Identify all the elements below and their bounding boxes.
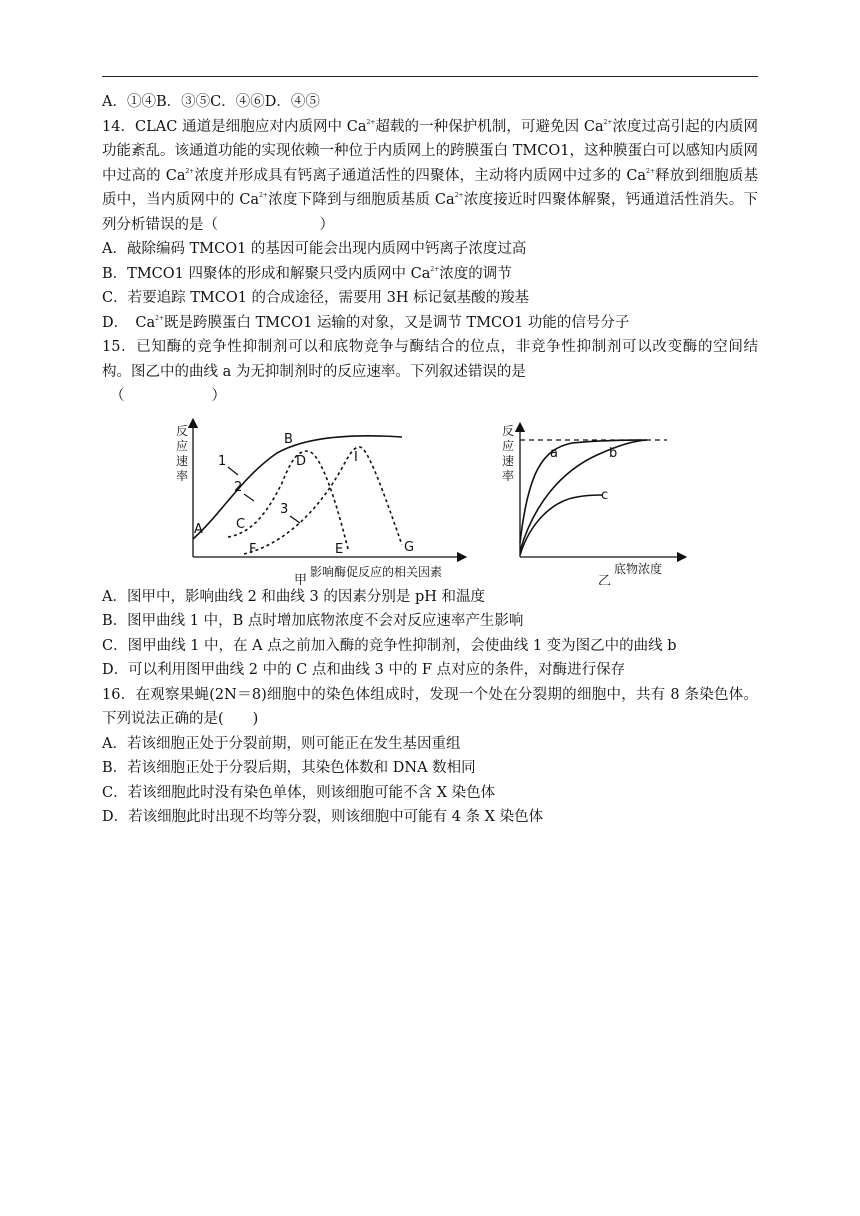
yi-caption: 乙 (598, 573, 612, 585)
superscript-charge: 2+ (185, 167, 195, 175)
yi-curve-c-label: c (601, 487, 609, 503)
superscript-charge: 2+ (454, 192, 464, 199)
figure-yi (502, 424, 682, 585)
yi-ylabel-3: 速 (502, 453, 515, 468)
figure-jia (176, 423, 462, 585)
jia-point-f: F (249, 541, 257, 557)
jia-leader-2 (244, 494, 254, 501)
superscript-charge: 2+ (646, 167, 655, 175)
header-rule (102, 76, 758, 77)
jia-point-a: A (194, 521, 203, 537)
q15-option-c: C．图甲曲线 1 中，在 A 点之前加入酶的竞争性抑制剂，会使曲线 1 变为图乙中的曲线 b (102, 637, 677, 654)
q15-option-b: B．图甲曲线 1 中，B 点时增加底物浓度不会对反应速率产生影响 (102, 613, 524, 629)
q14-option-b: B．TMCO1 四聚体的形成和解聚只受内质网中 $Ca^{2+}$浓度的调节 (102, 265, 512, 282)
q16-option-a: A．若该细胞正处于分裂前期，则可能正在发生基因重组 (102, 735, 461, 752)
superscript-charge: 2+ (430, 265, 440, 273)
jia-curve-3-label: 3 (280, 501, 289, 517)
jia-ylabel-1: 反 (176, 423, 189, 438)
jia-point-g: G (404, 539, 415, 555)
q15-figure (102, 413, 758, 585)
q16-stem: 16．在观察果蝇(2N＝8)细胞中的染色体组成时，发现一个处在分裂期的细胞中，共有 8 条染色体。下列说法正确的是( ) (102, 686, 758, 727)
jia-point-c: C (236, 516, 246, 532)
superscript-charge: 2+ (366, 118, 376, 126)
jia-curve-3 (244, 447, 402, 554)
jia-curve-2-label: 2 (234, 479, 243, 495)
yi-ylabel-2: 应 (502, 438, 515, 453)
jia-point-i: I (354, 449, 358, 465)
yi-curve-a-label: a (550, 445, 558, 461)
jia-curve-2 (228, 451, 348, 549)
superscript-charge: 2+ (155, 314, 164, 322)
jia-point-b: B (284, 431, 293, 447)
jia-point-d: D (296, 453, 307, 469)
jia-curve-1-label: 1 (218, 453, 227, 469)
q15-bracket: （ ） (110, 388, 226, 404)
q14-option-c: C．若要追踪 TMCO1 的合成途径，需要用 3H 标记氨基酸的羧基 (102, 290, 530, 306)
jia-point-e: E (335, 541, 344, 557)
jia-leader-1 (228, 467, 238, 475)
superscript-charge: 2+ (603, 118, 613, 126)
q16-option-b: B．若该细胞正处于分裂后期，其染色体数和 DNA 数相同 (102, 760, 476, 776)
jia-caption: 甲 (294, 572, 308, 585)
q15-figure-svg (102, 413, 758, 585)
q15-stem: 15．已知酶的竞争性抑制剂可以和底物竞争与酶结合的位点，非竞争性抑制剂可以改变酶的空间结构。图乙中的曲线 a 为无抑制剂时的反应速率。下列叙述错误的是 (102, 339, 758, 380)
prev-question-options: A．①④B．③⑤C．④⑥D．④⑤ (102, 94, 320, 110)
q15-option-d: D．可以利用图甲曲线 2 中的 C 点和曲线 3 中的 F 点对应的条件，对酶进行保存 (102, 662, 626, 678)
yi-ylabel-4: 率 (502, 468, 515, 483)
jia-ylabel-2: 应 (176, 438, 189, 453)
q14-option-d: D． $Ca^{2+}$既是跨膜蛋白 TMCO1 运输的对象，又是调节 TMCO1 功能的信号分子 (102, 314, 630, 331)
yi-curve-c (520, 495, 602, 555)
jia-curve-1 (193, 435, 402, 538)
q16-option-c: C．若该细胞此时没有染色单体，则该细胞可能不含 X 染色体 (102, 784, 496, 801)
q14-option-a: A．敲除编码 TMCO1 的基因可能会出现内质网中钙离子浓度过高 (102, 241, 527, 257)
jia-ylabel-4: 率 (176, 468, 189, 483)
jia-xlabel: 影响酶促反应的相关因素 (310, 564, 443, 579)
yi-curve-b-label: b (609, 445, 618, 461)
yi-ylabel-1: 反 (502, 423, 515, 438)
yi-curve-a (520, 440, 647, 543)
q16-option-d: D．若该细胞此时出现不均等分裂，则该细胞中可能有 4 条 X 染色体 (102, 809, 544, 825)
q14-stem: 14．CLAC 通道是细胞应对内质网中 $Ca^{2+}$超载的一种保护机制，可避免因 $Ca^{2+}$浓度过高引起的内质网功能紊乱。该通道功能的实现依赖一种位于内质网上的跨膜蛋白 TMCO1，这种膜蛋白可以感知内质网中过高的 $Ca^{2+}$浓度并形成具有钙离子通道活性的四聚体，主动将内质网中过多的 $Ca^{2+}$释放到细胞质基质中，当内质网中的 $Ca^{2+}$浓度下降到与细胞质基质 $Ca^{2+}$浓度接近时四聚体解聚，钙通道活性消失。下列分析错误的是（ ） (102, 118, 758, 233)
jia-ylabel-3: 速 (176, 453, 189, 468)
q15-option-a: A．图甲中，影响曲线 2 和曲线 3 的因素分别是 pH 和温度 (102, 588, 486, 605)
yi-xlabel: 底物浓度 (614, 561, 663, 576)
exam-page (102, 90, 758, 830)
jia-leader-3 (290, 516, 300, 523)
superscript-charge: 2+ (259, 192, 268, 199)
